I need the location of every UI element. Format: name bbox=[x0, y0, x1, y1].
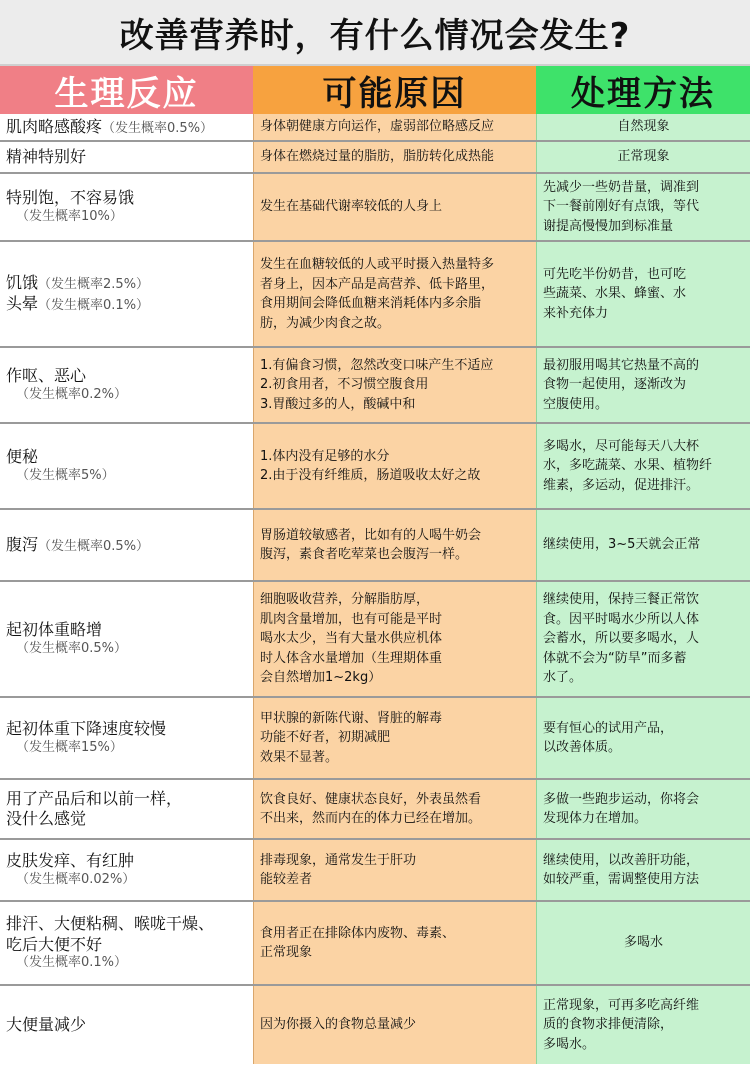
reaction-cell bbox=[0, 348, 253, 422]
reaction-label: 用了产品后和以前一样， bbox=[6, 788, 183, 808]
method-text: 多喝水，尽可能每天八大杯 bbox=[543, 438, 700, 454]
method-text: 来补充体力 bbox=[543, 305, 609, 321]
cause-text: 肪，为减少肉食之故。 bbox=[260, 315, 391, 331]
table-row bbox=[0, 780, 750, 840]
method-text: 自然现象 bbox=[617, 119, 670, 135]
header-method: 处理方法 bbox=[536, 66, 750, 114]
table-body bbox=[0, 114, 750, 1064]
reaction-text bbox=[6, 366, 253, 386]
method-text: 最初服用喝其它热量不高的 bbox=[543, 357, 700, 373]
cause-text: 者身上，因本产品是高营养、低卡路里， bbox=[260, 276, 495, 292]
cause-text: 喝水太少，当有大量水供应机体 bbox=[260, 631, 443, 647]
reaction-label: 作呕、恶心 bbox=[6, 366, 87, 386]
cause-text: 正常现象 bbox=[260, 945, 313, 960]
cause-cell bbox=[253, 242, 536, 346]
cause-cell bbox=[253, 348, 536, 422]
cause-text: 功能不好者，初期减肥 bbox=[260, 730, 391, 746]
cause-text: 发生在基础代谢率较低的人身上 bbox=[260, 199, 443, 215]
cause-text: 身体朝健康方向运作，虚弱部位略感反应 bbox=[260, 119, 495, 135]
cause-cell bbox=[253, 114, 536, 140]
reaction-label: 大便量减少 bbox=[6, 1014, 87, 1034]
cause-text: 因为你摄入的食物总量减少 bbox=[260, 1017, 417, 1033]
cause-cell bbox=[253, 510, 536, 580]
reaction-cell bbox=[0, 840, 253, 900]
reaction-label: 没什么感觉 bbox=[6, 809, 87, 828]
reaction-label: 特别饱，不容易饿 bbox=[6, 188, 135, 208]
reaction-cell bbox=[0, 242, 253, 346]
reaction-label: 吃后大便不好 bbox=[6, 934, 103, 954]
method-text: 多喝水 bbox=[623, 935, 663, 951]
cause-text: 发生在血糖较低的人或平时摄入热量特多 bbox=[260, 257, 495, 272]
reaction-label: 皮肤发痒、有红肿 bbox=[6, 851, 135, 871]
reaction-text bbox=[6, 935, 253, 955]
cause-cell bbox=[253, 424, 536, 508]
cause-text: 会自然增加1~2kg） bbox=[260, 670, 382, 686]
method-text: 谢提高慢慢加到标准量 bbox=[543, 218, 674, 234]
reaction-label: 头晕 bbox=[6, 294, 39, 313]
cause-text: 1.有偏食习惯，忽然改变口味产生不适应 bbox=[260, 357, 494, 373]
reaction-text bbox=[6, 914, 253, 934]
reaction-label: 起初体重略增 bbox=[6, 620, 103, 640]
cause-text: 能较差者 bbox=[260, 872, 313, 887]
method-cell bbox=[536, 114, 750, 140]
method-text: 多喝水。 bbox=[543, 1036, 596, 1052]
reaction-text bbox=[6, 809, 253, 829]
reaction-cell bbox=[0, 780, 253, 838]
probability-text: （发生概率0.5%） bbox=[102, 120, 214, 136]
reaction-text bbox=[6, 789, 253, 809]
table-row bbox=[0, 840, 750, 902]
method-cell bbox=[536, 142, 750, 172]
method-cell bbox=[536, 174, 750, 240]
cause-text: 3.胃酸过多的人，酸碱中和 bbox=[260, 396, 416, 412]
reaction-text bbox=[6, 535, 253, 556]
reaction-text bbox=[6, 294, 253, 315]
page-title: 改善营养时，有什么情况会发生? bbox=[0, 0, 750, 66]
probability-text: （发生概率0.5%） bbox=[16, 640, 128, 656]
method-text: 如较严重，需调整使用方法 bbox=[543, 872, 700, 887]
reaction-label: 精神特别好 bbox=[6, 146, 87, 166]
cause-text: 身体在燃烧过量的脂肪，脂肪转化成热能 bbox=[260, 149, 495, 165]
reaction-text bbox=[6, 273, 253, 294]
method-text: 以改善体质。 bbox=[543, 740, 622, 755]
table-row bbox=[0, 424, 750, 510]
method-text: 继续使用，保持三餐正常饮 bbox=[543, 592, 700, 608]
cause-cell bbox=[253, 698, 536, 778]
reaction-cell bbox=[0, 142, 253, 172]
cause-text: 食用者正在排除体内废物、毒素、 bbox=[260, 925, 456, 941]
method-cell bbox=[536, 902, 750, 984]
cause-text: 腹泻，素食者吃荤菜也会腹泻一样。 bbox=[260, 547, 469, 562]
reaction-cell bbox=[0, 114, 253, 140]
reaction-cell bbox=[0, 424, 253, 508]
method-text: 维素，多运动，促进排汗。 bbox=[543, 477, 700, 493]
reaction-cell bbox=[0, 986, 253, 1064]
method-text: 些蔬菜、水果、蜂蜜、水 bbox=[543, 286, 687, 302]
reaction-label: 便秘 bbox=[6, 447, 39, 467]
method-text: 水，多吃蔬菜、水果、植物纤 bbox=[543, 458, 713, 474]
method-cell bbox=[536, 242, 750, 346]
method-text: 正常现象 bbox=[617, 149, 670, 165]
reaction-label: 肌肉略感酸疼 bbox=[6, 116, 103, 136]
cause-text: 2.初食用者，不习惯空腹食用 bbox=[260, 377, 429, 393]
probability-text: （发生概率0.02%） bbox=[16, 871, 136, 887]
method-text: 继续使用，以改善肝功能， bbox=[543, 852, 700, 868]
reaction-text bbox=[6, 147, 253, 167]
reaction-cell bbox=[0, 174, 253, 240]
method-text: 先减少一些奶昔量，调准到 bbox=[543, 179, 700, 195]
method-cell bbox=[536, 424, 750, 508]
method-text: 食物一起使用，逐渐改为 bbox=[543, 377, 687, 393]
reaction-text bbox=[6, 188, 253, 208]
cause-text: 时人体含水量增加（生理期体重 bbox=[260, 650, 443, 666]
probability-text: （发生概率15%） bbox=[16, 739, 123, 755]
method-text: 会蓄水，所以要多喝水，人 bbox=[543, 631, 700, 647]
cause-text: 饮食良好、健康状态良好，外表虽然看 bbox=[260, 791, 482, 807]
table-header bbox=[0, 66, 750, 114]
cause-cell bbox=[253, 174, 536, 240]
method-text: 体就不会为“防旱”而多蓄 bbox=[543, 650, 687, 666]
reaction-cell bbox=[0, 902, 253, 984]
reaction-label: 排汗、大便粘稠、喉咙干燥、 bbox=[6, 914, 215, 934]
table-row bbox=[0, 348, 750, 424]
method-text: 可先吃半份奶昔，也可吃 bbox=[543, 266, 687, 282]
cause-cell bbox=[253, 902, 536, 984]
cause-text: 食用期间会降低血糖来消耗体内多余脂 bbox=[260, 296, 482, 311]
reaction-label: 起初体重下降速度较慢 bbox=[6, 719, 167, 739]
reaction-text bbox=[6, 447, 253, 467]
probability-text: （发生概率10%） bbox=[16, 208, 123, 224]
method-text: 食。因平时喝水少所以人体 bbox=[543, 611, 700, 627]
table-row bbox=[0, 902, 750, 986]
reaction-text bbox=[6, 719, 253, 739]
cause-cell bbox=[253, 142, 536, 172]
table-row bbox=[0, 174, 750, 242]
method-cell bbox=[536, 780, 750, 838]
reaction-cell bbox=[0, 698, 253, 778]
method-text: 空腹使用。 bbox=[543, 396, 609, 412]
method-cell bbox=[536, 582, 750, 696]
method-text: 水了。 bbox=[543, 670, 583, 686]
cause-text: 胃肠道较敏感者，比如有的人喝牛奶会 bbox=[260, 527, 482, 543]
reaction-text bbox=[6, 1015, 253, 1035]
table-row bbox=[0, 510, 750, 582]
method-cell bbox=[536, 840, 750, 900]
cause-text: 排毒现象，通常发生于肝功 bbox=[260, 852, 417, 868]
cause-text: 甲状腺的新陈代谢、肾脏的解毒 bbox=[260, 710, 443, 726]
table-row bbox=[0, 242, 750, 348]
cause-cell bbox=[253, 840, 536, 900]
reaction-label: 腹泻 bbox=[6, 534, 39, 554]
cause-cell bbox=[253, 582, 536, 696]
method-text: 正常现象，可再多吃高纤维 bbox=[543, 997, 700, 1013]
probability-text: （发生概率0.1%） bbox=[38, 298, 150, 313]
method-text: 下一餐前刚好有点饿，等代 bbox=[543, 199, 700, 215]
cause-text: 1.体内没有足够的水分 bbox=[260, 448, 390, 464]
table-row bbox=[0, 582, 750, 698]
table-row bbox=[0, 142, 750, 174]
cause-text: 2.由于没有纤维质，肠道吸收太好之故 bbox=[260, 468, 481, 483]
table-row bbox=[0, 114, 750, 142]
cause-text: 不出来，然而内在的体力已经在增加。 bbox=[260, 811, 482, 826]
method-text: 继续使用，3~5天就会正常 bbox=[543, 537, 701, 553]
method-text: 要有恒心的试用产品， bbox=[543, 720, 674, 736]
probability-text: （发生概率0.1%） bbox=[16, 955, 128, 971]
probability-text: （发生概率2.5%） bbox=[38, 277, 150, 293]
cause-text: 细胞吸收营养，分解脂肪厚， bbox=[260, 592, 430, 608]
cause-text: 效果不显著。 bbox=[260, 749, 339, 765]
method-cell bbox=[536, 986, 750, 1064]
reaction-cell bbox=[0, 510, 253, 580]
table-row bbox=[0, 698, 750, 780]
method-cell bbox=[536, 348, 750, 422]
method-text: 多做一些跑步运动，你将会 bbox=[543, 791, 700, 807]
reaction-cell bbox=[0, 582, 253, 696]
reaction-text bbox=[6, 117, 253, 138]
method-cell bbox=[536, 510, 750, 580]
method-text: 质的食物求排便清除， bbox=[543, 1017, 674, 1033]
method-text: 发现体力在增加。 bbox=[543, 811, 648, 826]
cause-text: 肌肉含量增加，也有可能是平时 bbox=[260, 611, 443, 627]
cause-cell bbox=[253, 780, 536, 838]
probability-text: （发生概率0.2%） bbox=[16, 386, 128, 402]
cause-cell bbox=[253, 986, 536, 1064]
header-reaction: 生理反应 bbox=[0, 66, 253, 114]
header-cause: 可能原因 bbox=[253, 66, 536, 114]
reaction-text bbox=[6, 620, 253, 640]
table-row bbox=[0, 986, 750, 1064]
probability-text: （发生概率5%） bbox=[16, 467, 115, 483]
reaction-text bbox=[6, 851, 253, 871]
method-cell bbox=[536, 698, 750, 778]
reaction-label: 饥饿 bbox=[6, 273, 39, 293]
probability-text: （发生概率0.5%） bbox=[38, 538, 150, 554]
